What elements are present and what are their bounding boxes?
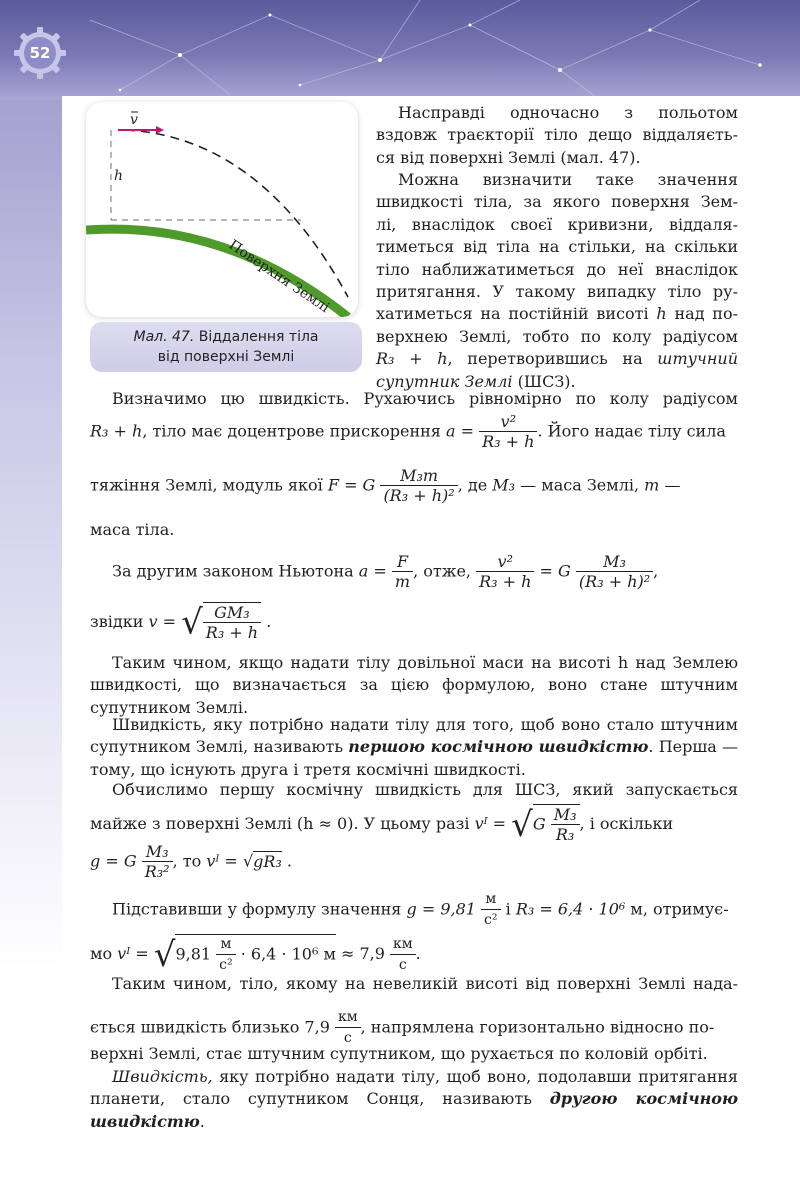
frac-num: M₃ [603, 552, 626, 571]
header-banner [0, 0, 800, 100]
p2-line: притягання. У такому випадку тіло ру- [376, 282, 738, 302]
p3-line2 [90, 412, 726, 452]
figure-caption [90, 322, 362, 372]
p6-text: . Перша — тому, що існують друга і третя космічні швидкості. [90, 737, 739, 779]
unit-den: с [335, 1027, 361, 1048]
frac-den: R₃ + h [203, 622, 261, 643]
p2-text: перетворившись на [467, 349, 643, 369]
fraction-gravity [380, 466, 457, 506]
expr-v1: vᴵ = [206, 851, 238, 871]
p2-italic: супутник Землі [376, 371, 513, 391]
star-constellation-decoration [0, 0, 800, 100]
expr-value: · 6,4 · 10⁶ м [240, 944, 336, 964]
expr-g-eq: g = G [90, 851, 137, 871]
p7-line3: g = G $\frac{\text{M₃}}{\text{R₃²}}$ , то vᴵ = √gR₃ . [90, 842, 293, 881]
p2-line-7 [376, 303, 738, 325]
fraction-v2-over-r [479, 412, 537, 452]
p2-line: тиметься від тіла на стільки, на скільки [376, 237, 738, 257]
surface-label: Поверхня Землі [225, 237, 333, 317]
sqrt-expression [181, 602, 261, 643]
p4-text: , отже, [413, 561, 472, 581]
expr-value: 9,81 [175, 944, 212, 964]
p1-line: ся від поверхні Землі (мал. 47). [376, 147, 641, 167]
fraction-m3-over-r3 [551, 805, 580, 845]
p7-text: , то [172, 851, 202, 871]
p2-line: лі, внаслідок своєї кривизни, віддаля- [376, 214, 738, 234]
fraction-m3-over-r3sq [142, 842, 173, 882]
expr-g: G [532, 814, 546, 834]
p2-line: швидкості тіла, за якого поверхня Зем- [376, 192, 738, 212]
sqrt-icon: √ [242, 851, 254, 871]
p7-text: майже з поверхні Землі (h ≈ 0). У цьому разі [90, 814, 470, 833]
p1-line: Насправді одночасно з польотом [398, 103, 738, 122]
p3-text: , де [457, 475, 488, 495]
p4-text: звідки [90, 612, 144, 631]
frac-num: F [396, 552, 409, 571]
fraction-v2-over-r [476, 552, 534, 592]
frac-num: M₃m [400, 466, 439, 485]
unit-num: км [337, 1009, 358, 1025]
p1-line: вздовж траєкторії тіло дещо віддаляєть- [376, 125, 738, 145]
frac-den: R₃ [551, 824, 580, 845]
page-number: 52 [29, 44, 51, 62]
side-band-decoration [0, 100, 62, 1185]
fraction-gm3-over-r [203, 602, 261, 643]
unit-den: с [390, 954, 416, 975]
expr-g-value: g = 9,81 [406, 899, 476, 919]
sqrt-expression [154, 934, 336, 975]
fraction-m3-over-r2 [576, 552, 653, 592]
p3-text: , тіло має доцентрове прискорення [142, 421, 441, 441]
p7-line1: Обчислимо першу космічну швидкість для ШСЗ, який запускається [112, 780, 738, 799]
frac-num: v² [500, 412, 516, 431]
frac-den: (R₃ + h)² [380, 485, 457, 506]
expr-r3-h: R₃ + h [376, 349, 448, 369]
expr-a: a = [358, 561, 387, 581]
radicand: gR₃ [253, 851, 282, 871]
p8-text: і [505, 899, 511, 919]
p2-text: над по- [674, 304, 739, 324]
p6-text: Швидкість, яку потрібно надати тілу для того, щоб воно стало штучним супутником Землі, називають [90, 715, 738, 757]
p3-text: . Його надає тілу сила [537, 421, 726, 441]
p8-text: мо [90, 944, 113, 963]
term-second-cosmic-velocity: другою космічною швидкістю [90, 1089, 739, 1131]
expr-value: 7,9 [304, 1017, 330, 1037]
expr-r3-value: R₃ = 6,4 · 10⁶ [515, 899, 626, 919]
p3-line1: Визначимо цю швидкість. Рухаючись рівномірно по колу радіусом [112, 389, 738, 408]
frac-den: R₃² [142, 861, 173, 882]
p4-text: За другим законом Ньютона [112, 561, 354, 581]
p7-text: , і оскільки [579, 814, 674, 833]
p2-italic: штучний [657, 349, 739, 369]
paragraph-1 [376, 102, 738, 169]
p3-text: — маса Землі, [520, 475, 640, 495]
expr-m: m [644, 475, 660, 495]
sqrt-icon: √ [511, 805, 533, 845]
caption-line2: від поверхні Землі [157, 349, 295, 365]
p2-line: Можна визначити таке значення [398, 170, 738, 189]
radicand [175, 934, 335, 975]
page-number-badge [12, 25, 68, 81]
height-label: h [114, 168, 124, 184]
expr-r3-h: R₃ + h [90, 421, 143, 441]
frac-den: R₃ + h [476, 571, 534, 592]
p3-line4: маса тіла. [90, 520, 175, 539]
p3-text: — [664, 475, 681, 495]
p10-text: яку потрібно надати тілу, щоб воно, подолавши притягання планети, стало супутником Сонця, називають [90, 1067, 738, 1109]
unit-den: с² [481, 909, 500, 930]
expr-approx: ≈ 7,9 [341, 944, 385, 963]
unit-m-per-s2 [216, 935, 235, 975]
expr-eq-g: = G [539, 561, 571, 581]
frac-num: M₃ [145, 842, 169, 861]
p9-line3: верхні Землі, стає штучним супутником, що рухається по коловій орбіті. [90, 1044, 708, 1063]
unit-m-per-s2 [481, 890, 500, 930]
p2-line-9: R₃ + h, перетворившись на штучний [376, 349, 739, 369]
p9-text: , напрямлена горизонтально відносно по- [360, 1017, 715, 1037]
zvidky-line: звідки v = √ $\frac{\text{GM₃}}{\text{R₃ + h}}$ . [90, 602, 272, 643]
p2-text: (ШСЗ). [517, 371, 576, 391]
paragraph-10 [90, 1066, 738, 1133]
unit-km-per-s [335, 1008, 361, 1048]
unit-den: с² [216, 954, 235, 975]
fraction-f-over-m [392, 552, 413, 592]
figure-47 [86, 102, 358, 317]
p9-line1: Таким чином, тіло, якому на невеликій висоті від поверхні Землі нада- [112, 974, 738, 993]
paragraph-5: Таким чином, якщо надати тілу довільної маси на висоті h над Землею швидкості, що визначається за цією формулою, воно стане штучним супутником Землі. [90, 653, 738, 717]
frac-den: (R₃ + h)² [576, 571, 653, 592]
caption-line1: Віддалення тіла [198, 329, 319, 345]
p10-text: . [199, 1111, 205, 1131]
sqrt-expression [511, 804, 579, 845]
frac-den: m [392, 571, 413, 592]
unit-num: км [393, 935, 413, 952]
p8-text: Підставивши у формулу значення [112, 899, 402, 919]
p2-text: хатиметься на постійній висоті [376, 304, 649, 324]
p2-line: тіло наближатиметься до неї внаслідок [376, 259, 738, 279]
p3-line3 [90, 466, 680, 506]
term-first-cosmic-velocity: першою космічною швидкістю [348, 737, 649, 757]
frac-num: GM₃ [214, 603, 250, 622]
frac-num: M₃ [553, 805, 577, 824]
paragraph-2 [376, 169, 738, 393]
p3-text: тяжіння Землі, модуль якої [90, 475, 323, 495]
frac-den: R₃ + h [479, 431, 537, 452]
unit-num: м [485, 891, 497, 907]
p9-line2 [90, 1008, 714, 1048]
caption-label: Мал. 47. [133, 329, 195, 345]
expr-f: F = G [327, 475, 376, 495]
var-h: h [656, 304, 667, 324]
paragraph-6 [90, 714, 738, 781]
p10-italic: Швидкість, [112, 1067, 213, 1086]
p7-line2 [90, 804, 673, 845]
sqrt-icon: √ [181, 602, 203, 643]
expr-v1: vᴵ = [474, 814, 507, 833]
p8-text: м, отримує- [630, 899, 729, 919]
expr-v1: vᴵ = [117, 944, 149, 963]
radicand [533, 804, 580, 845]
earth-surface-diagram [86, 102, 358, 317]
p2-line: верхнею Землі, тобто по колу радіусом [376, 326, 738, 346]
expr-v: v = [148, 612, 176, 631]
p8-line1 [112, 890, 729, 930]
newton-line: За другим законом Ньютона a = $\frac{F}{m}$ , отже, $\frac{\text{v²}}{\text{R₃ + h}}$ = G $\frac{\text{M₃}}{\text{(R₃ + h)²}}$ , [112, 552, 659, 591]
unit-km-per-s [390, 935, 416, 975]
frac-num: v² [497, 552, 513, 571]
expr-m3: M₃ [492, 475, 516, 495]
unit-num: м [220, 936, 232, 952]
sqrt-icon: √ [153, 935, 176, 975]
expr-a: a = [445, 421, 475, 441]
velocity-label: v [130, 112, 138, 128]
p8-line2: мо vᴵ = √9,81 $\frac{м}{\text{с²}}$ · 6,4 · 10⁶ м ≈ 7,9 $\frac{км}{с}$ . [90, 935, 421, 975]
p9-text: ється швидкість близько [90, 1017, 300, 1037]
